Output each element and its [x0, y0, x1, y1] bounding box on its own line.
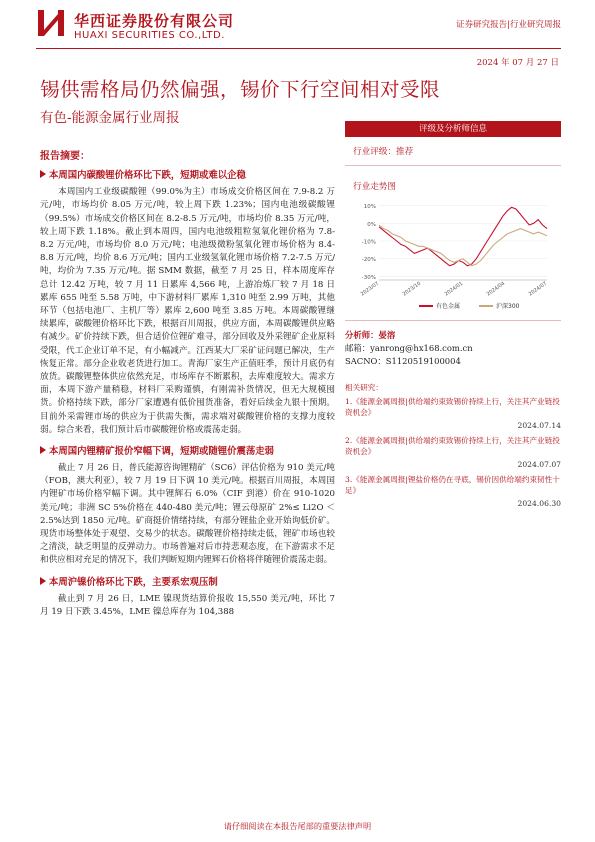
- report-type: 证券研究报告|行业研究周报: [456, 20, 561, 30]
- industry-trend-chart: [353, 196, 553, 314]
- huaxi-logo-icon: [36, 8, 66, 38]
- section-heading-lithium-concentrate: 本周国内锂精矿报价窄幅下调，短期或随锂价震荡走弱: [40, 445, 335, 459]
- x-tick-label: 2024/01: [443, 280, 465, 298]
- analyst-name: 晏溶: [378, 330, 396, 340]
- related-item-date: 2024.07.07: [517, 460, 561, 469]
- x-tick-label: 2023/10: [401, 280, 423, 298]
- sidebar-header: 评级及分析师信息: [345, 121, 561, 137]
- y-tick-label: -20%: [361, 257, 376, 264]
- related-item[interactable]: 2.《能源金属周报|供给端约束致锡价持续上行，关注其产业链投资机会》: [345, 436, 560, 456]
- y-tick-label: 0%: [367, 221, 376, 228]
- company-name-en: HUAXI SECURITIES CO.,LTD.: [74, 30, 225, 41]
- abstract-title: 报告摘要：: [40, 151, 90, 162]
- legend-label: 沪深300: [496, 303, 520, 310]
- x-tick-label: 2024/04: [485, 280, 507, 298]
- triangle-bullet-icon: [40, 577, 46, 585]
- triangle-bullet-icon: [40, 170, 46, 178]
- page-title: 锡供需格局仍然偏强，锡价下行空间相对受限: [40, 78, 441, 101]
- related-item[interactable]: 1.《能源金属周报|供给端约束致锡价持续上行，关注其产业链投资机会》: [345, 397, 560, 417]
- y-tick-label: -10%: [361, 239, 376, 246]
- trend-chart-title: 行业走势图: [353, 182, 396, 192]
- report-date: 2024 年 07 月 27 日: [476, 58, 559, 68]
- section-body-nickel: 截止到 7 月 26 日，LME 镍现货结算价报收 15,550 美元/吨，环比 7 月 19 日下跌 3.45%，LME 镍总库存为 104,388: [40, 593, 335, 617]
- company-name-cn: 华西证券股份有限公司: [74, 12, 235, 30]
- section-heading-nickel: 本周沪镍价格环比下跌，主要系宏观压制: [40, 576, 335, 590]
- legend-label: 有色金属: [436, 303, 461, 310]
- sacno-label: SACNO：: [345, 356, 386, 366]
- legal-footer: 请仔细阅读在本报告尾部的重要法律声明: [223, 821, 372, 831]
- page-subtitle: 有色-能源金属行业周报: [40, 110, 180, 126]
- email-label: 邮箱：: [345, 343, 371, 353]
- rating-label: 行业评级：: [353, 147, 396, 157]
- industry-rating: [345, 137, 561, 166]
- related-item-date: 2024.06.30: [517, 499, 561, 508]
- related-item[interactable]: 3.《能源金属周报|锂盐价格仍在寻底，锡价因供给端约束韧性十足》: [345, 475, 560, 495]
- trend-chart-svg: [353, 196, 553, 314]
- section-heading-lithium-carbonate: 本周国内碳酸锂价格环比下跌，短期或难以企稳: [40, 169, 335, 183]
- triangle-bullet-icon: [40, 446, 46, 454]
- y-tick-label: 10%: [363, 204, 376, 211]
- abstract-column: [40, 150, 335, 627]
- x-tick-label: 2023/07: [359, 280, 381, 298]
- report-header: [36, 8, 561, 44]
- sidebar: [345, 121, 561, 513]
- header-divider: [36, 48, 561, 49]
- y-tick-label: -30%: [361, 274, 376, 281]
- analyst-email[interactable]: yanrong@hx168.com.cn: [370, 343, 473, 353]
- section-body-lithium-concentrate: 截止 7 月 26 日，普氏能源咨询锂精矿（SC6）评估价格为 910 美元/吨（FOB，澳大利亚），较 7 月 19 日下调 10 美元/吨。根据百川周报，本周国内锂矿市场价格窄幅下调。其中锂辉石 6.0%（CIF 到港）价在 910-1020 美元/吨；非洲 SC 5%价格在 440-480 美元/吨；锂云母原矿 2%≤ Li2O ＜ 2.5%达到 1850 元/吨。矿商挺价情绪持续，有部分锂盐企业开始询低价矿。现货市场整体处于观望、交易少的状态。碳酸锂价格持续走低，锂矿市场也较之清淡，缺乏明显的反弹动力。市场普遍对后市持悲观态度，在下游需求不足和供应相对充足的情况下，我们判断短期内锂辉石价格将伴随锂价震荡走弱。: [40, 463, 335, 566]
- related-title: 相关研究：: [345, 383, 383, 392]
- analyst-sacno: S1120519100004: [385, 356, 461, 366]
- related-research: [345, 382, 561, 509]
- rating-value: 推荐: [395, 147, 414, 157]
- analyst-label: 分析师：: [345, 330, 379, 340]
- series-line-nonferrous: [379, 207, 547, 265]
- related-item-date: 2024.07.14: [517, 421, 561, 430]
- section-body-lithium-carbonate: 本周国内工业级碳酸锂（99.0%为主）市场成交价格区间在 7.9-8.2 万元/吨，市场均价 8.05 万元/吨，较上周下跌 1.23%；国内电池级碳酸锂（99.5%）市场成交价格区间在 8.2-8.5 万元/吨，市场均价 8.35 万元/吨，较上周下跌 1.18%。截止到本周四，国内电池级粗粒氢氧化锂价格为 7.8-8.2 万元/吨，市场均价 8.0 万元/吨；电池级微粉氢氧化锂市场价格为 8.4-8.8 万元/吨，均价 8.6 万元/吨；国内工业级氢氧化锂市场价格 7.2-7.5 万元/吨，均价为 7.35 万元/吨。据 SMM 数据，截至 7 月 25 日，样本周度库存总计 12.42 万吨，较 7 月 11 日累库 4,566 吨，上游冶炼厂较 7 月 18 日累库 655 吨至 5.58 万吨，中下游材料厂累库 1,310 吨至 2.99 万吨，其他环节（包括电池厂、主机厂等）累库 2,600 吨至 3.85 万吨。本周碳酸锂继续累库，碳酸锂价格环比下跌，根据百川周报，供应方面，本周碳酸锂供应略有减少。矿价持续下跌，但合适价位锂矿难寻，部分回收及外采锂矿企业原料受限，代工企业订单不足，有小幅减产。江西某大厂采矿证问题已解决，生产恢复正常。部分企业收老货进行加工。青海厂家生产正值旺季，预计月底仍有放货。碳酸锂整体供应依然充足，市场库存不断累积，去库难度较大。需求方面，本周下游产量稍稳，材料厂采购谨慎，有刚需补货情况，但无大规模囤货。价格持续下跌，部分厂家遭遇有低价囤货准备，看好后续金九银十预期。目前外采需锂市场的供应为于供需失衡，需求端对碳酸锂价格的支撑力度较弱。综合来看，我们预计后市碳酸锂价格或震荡走弱。: [40, 187, 335, 435]
- x-tick-label: 2024/07: [527, 280, 549, 298]
- analyst-info: [345, 320, 561, 368]
